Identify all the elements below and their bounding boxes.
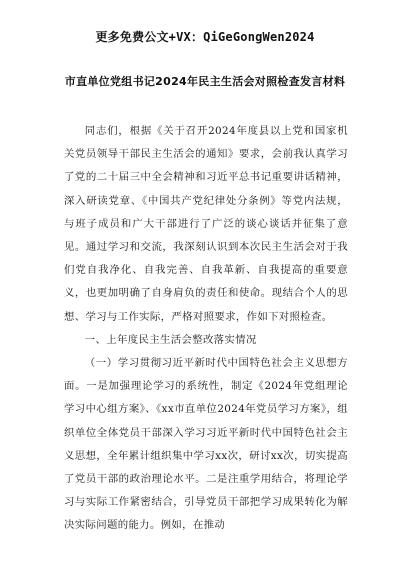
paragraph-intro: 同志们，根据《关于召开2024年度县以上党和国家机关党员领导干部民主生活会的通知》要求，会前我认真学习了党的二十届三中全会精神和习近平总书记重要讲话精神，深入研读党章、《中国共产党纪律处分条例》等党内法规，与班子成员和广大干部进行了广泛的谈心谈话并征集了意见。通过学习和交流，我深刻认识到本次民主生活会对于我们党自我净化、自我完善、自我革新、自我提高的重要意义，也更加明确了自身肩负的责任和使命。现结合个人的思想、学习与工作实际，严格对照要求，作如下对照检查。 (64, 125, 348, 323)
section-heading: 一、上年度民主生活会整改落实情况 (84, 333, 257, 346)
document-body (64, 120, 348, 538)
document-title: 市直单位党组书记2024年民主生活会对照检查发言材料 (64, 75, 346, 88)
paragraph-subsection-1: （一）学习贯彻习近平新时代中国特色社会主义思想方面。一是加强理论学习的系统性，制定《2024年党组理论学习中心组方案》、《xx市直单位2024年党员学习方案》，组织单位全体党员干部深入学习习近平新时代中国特色社会主义思想，全年累计组织集中学习xx次，研讨xx次，切实提高了党员干部的政治理论水平。二是注重学用结合，将理论学习与实际工作紧密结合，引导党员干部把学习成果转化为解决实际问题的能力。例如，在推动 (64, 357, 348, 532)
watermark-text: 更多免费公文+VX：QiGeGongWen2024 (95, 30, 315, 44)
